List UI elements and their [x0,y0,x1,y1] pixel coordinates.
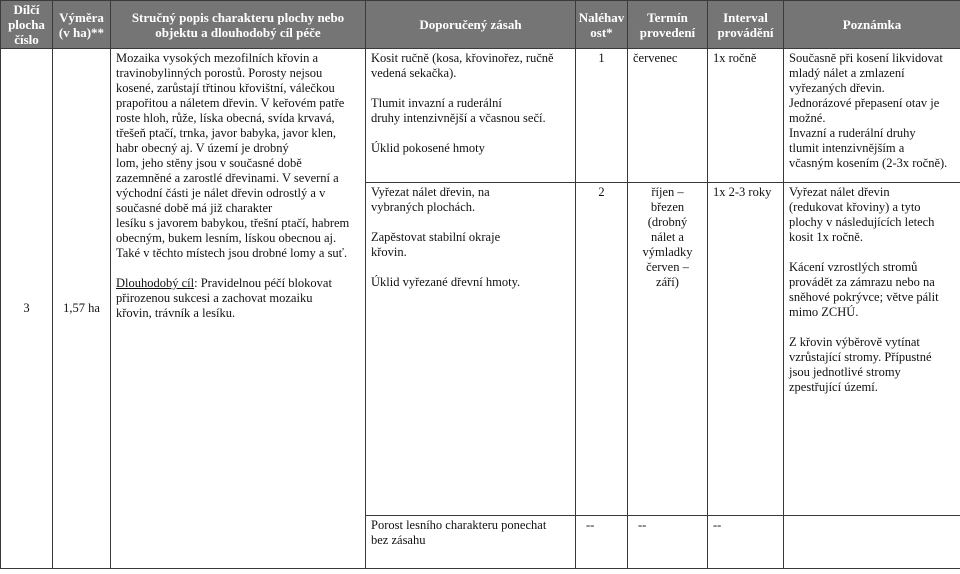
header-measure [366,1,576,49]
text-line: druhy intenzivnější a včasnou sečí. [371,111,546,125]
text-line: Kácení vzrostlých stromů [789,260,918,274]
text-line: Invazní a ruderální druhy [789,126,916,140]
text-line: Úklid pokosené hmoty [371,141,485,155]
paragraph [371,185,570,215]
urgency-value: 1 [598,51,605,65]
text-line: mimo ZCHÚ. [789,305,859,319]
text-line: Výměra [59,9,104,25]
text-line: Vyřezat nálet dřevin [789,185,890,199]
text-line: lom, jeho stěny jsou v současné době [116,156,302,170]
header-interval [708,1,784,49]
paragraph [371,518,570,548]
text-line: ost* [590,24,613,40]
plot-area-cell [53,49,111,569]
text-line: provedení [639,24,696,40]
text-line: možné. [789,111,826,125]
text-line: Také v těchto místech jsou drobné lomy a suť. [116,246,348,260]
text-line: výmladky [642,245,693,259]
note-cell [784,183,960,516]
table-row [1,49,960,183]
paragraph [371,51,570,81]
text-line: Kosit ručně (kosa, křovinořez, ručně [371,51,554,65]
text-line: Dílčí [13,2,40,17]
urgency-value: -- [586,518,595,532]
text-line: -- [638,518,647,532]
text-line: Zapěstovat stabilní okraje [371,230,501,244]
text-line: současné době má již charakter [116,201,273,215]
interval-cell [708,49,784,183]
text-line: Z křovin výběrově vytínat [789,335,920,349]
measure-cell [366,183,576,516]
paragraph [371,275,570,290]
text-line: včasným kosením (2-3x ročně). [789,156,948,170]
text-line: Tlumit invazní a ruderální [371,96,502,110]
description-text [116,51,360,261]
paragraph [371,230,570,260]
text-line: Naléhav [578,9,625,25]
text-line: vedená sekačka). [371,66,457,80]
header-note [784,1,960,49]
text-line: bez zásahu [371,533,426,547]
text-line: křovin. [371,245,407,259]
paragraph [789,335,955,395]
text-line: křovin, trávník a lesíku. [116,306,236,320]
text-line: Poznámka [842,17,902,32]
long-term-goal [116,276,360,321]
text-line: Termín [647,9,688,25]
plot-area: 1,57 ha [63,301,100,315]
interval-cell [708,516,784,569]
header-row [1,1,960,49]
interval-cell [708,183,784,516]
text-line: travinobylinných porostů. Porosty nejsou [116,66,323,80]
paragraph [371,141,570,156]
text-line: lesíku s javorem babykou, třešní ptačí, habrem [116,216,350,230]
text-line: provádění [717,24,774,40]
text-line: říjen – [651,185,684,199]
text-line: jsou jednotlivé stromy [789,365,901,379]
text-line: vybraných plochách. [371,200,476,214]
text-line: vzrůstající stromy. Přípustné [789,350,932,364]
text-line: Doporučený zásah [419,17,522,32]
header-description [111,1,366,49]
goal-label: Dlouhodobý cíl [116,276,195,290]
paragraph [789,260,955,320]
text-line: září) [656,275,679,289]
interval-value: -- [713,518,722,532]
header-area [53,1,111,49]
text-line: východní části je nálet dřevin odrostlý a v [116,186,326,200]
measure-cell [366,49,576,183]
urgency-cell [576,516,628,569]
plot-number-cell [1,49,53,569]
term-cell [628,183,708,516]
header-term [628,1,708,49]
text-line: prapořitou a náletem dřevin. V keřovém patře [116,96,345,110]
text-line: červen – [646,260,689,274]
goal-text: : Pravidelnou péčí blokovat [194,276,332,290]
text-line: provádět za zámrazu nebo na [789,275,935,289]
text-line: objektu a dlouhodobý cíl péče [155,24,321,40]
text-line: Interval [723,9,768,25]
text-line: mladý nálet a zmlazení [789,66,905,80]
text-line: Mozaika vysokých mezofilních křovin a [116,51,319,65]
note-cell [784,49,960,183]
text-line: sněhové pokrývce; větve pálit [789,290,939,304]
text-line: (v ha)** [58,24,105,40]
note-cell [784,516,960,569]
text-line: zazemněné a zarostlé dřevinami. V severní a [116,171,339,185]
term-cell [628,49,708,183]
paragraph [371,96,570,126]
header-urgency [576,1,628,49]
paragraph [789,51,955,171]
text-line: přirozenou sukcesi a zachovat mozaiku [116,291,313,305]
text-line: vyřezaných dřevin. [789,81,885,95]
text-line: obecným, bukem lesním, lískou obecnou aj. [116,231,337,245]
text-line: Jednorázové přepasení otav je [789,96,940,110]
measure-cell [366,516,576,569]
text-line: kosené, zarůstají třtinou křovištní, válečkou [116,81,335,95]
text-line: plocha [8,17,45,32]
header-plot-number [1,1,53,49]
text-line: roste hloh, růže, líska obecná, svída krvavá, [116,111,335,125]
text-line: Porost lesního charakteru ponechat [371,518,547,532]
urgency-value: 2 [598,185,605,199]
text-line: Stručný popis charakteru plochy nebo [131,9,345,25]
goal-text-continued [116,291,360,321]
paragraph [789,185,955,245]
interval-value: 1x ročně [713,51,757,65]
text-line: (redukovat křoviny) a tyto [789,200,921,214]
text-line: kosit 1x ročně. [789,230,863,244]
goal-first-line [116,276,360,291]
plot-number: 3 [23,301,30,315]
urgency-cell [576,183,628,516]
text-line: tlumit intenzivnějším a [789,141,905,155]
text-line: Úklid vyřezané dřevní hmoty. [371,275,521,289]
text-line: Současně při kosení likvidovat [789,51,943,65]
text-line: Vyřezat nálet dřevin, na [371,185,490,199]
text-line: plochy v následujících letech [789,215,935,229]
urgency-cell [576,49,628,183]
term-cell [628,516,708,569]
text-line: třešeň ptačí, trnka, javor babyka, javor klen, [116,126,337,140]
plot-description-cell [111,49,366,569]
interval-value: 1x 2-3 roky [713,185,772,199]
text-line: březen [650,200,685,214]
text-line: habr obecný aj. V území je drobný [116,141,289,155]
text-line: nálet a [651,230,684,244]
text-line: číslo [14,32,39,47]
text-line: zpestřující území. [789,380,878,394]
text-line: (drobný [647,215,688,229]
text-line: červenec [633,51,678,65]
